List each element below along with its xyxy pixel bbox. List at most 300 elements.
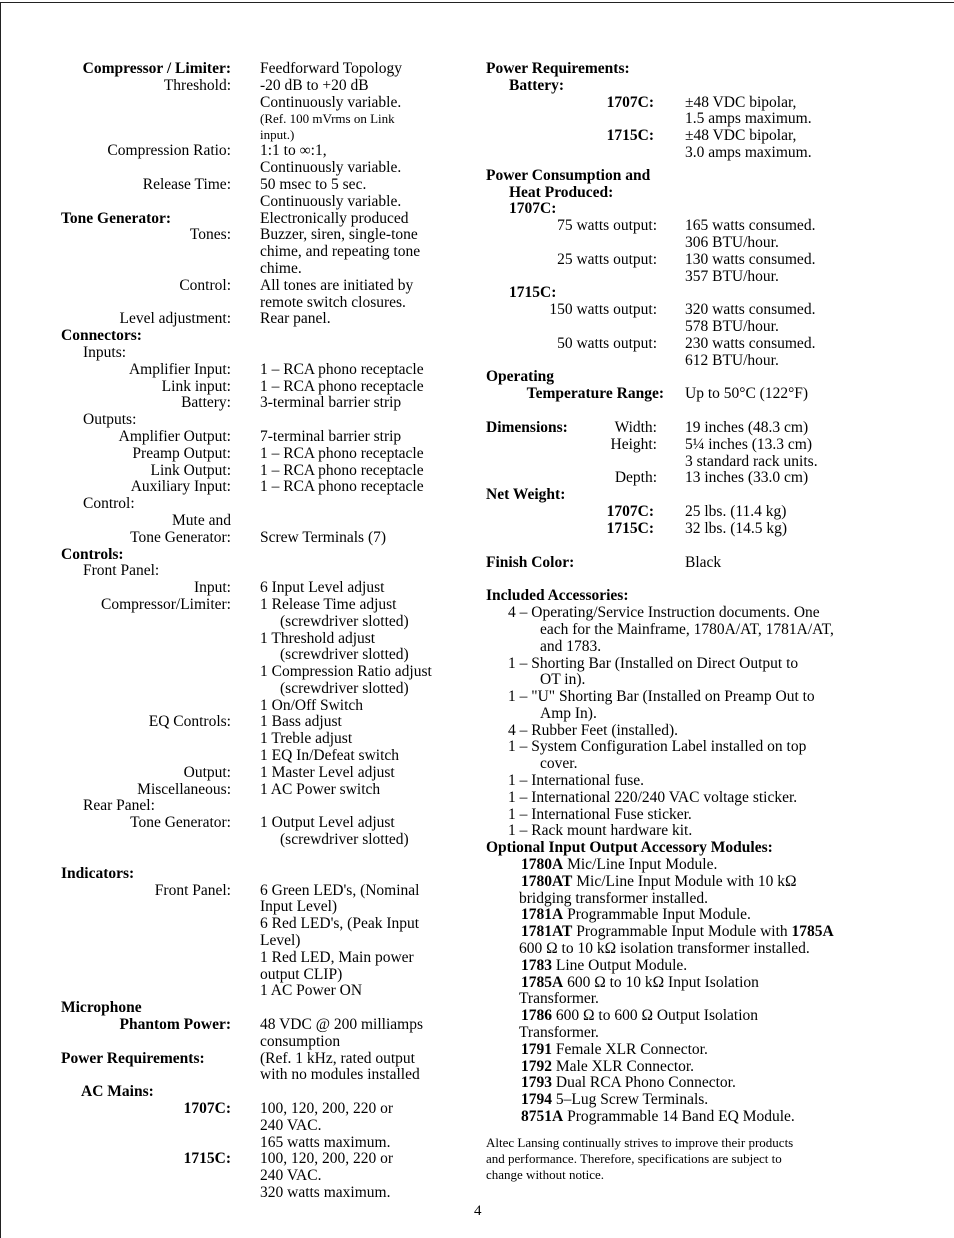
- spec-value: Continuously variable.: [260, 159, 402, 177]
- spec-value: 1 – RCA phono receptacle: [260, 360, 424, 378]
- spec-label: Amplifier Output:: [118, 427, 231, 445]
- right-spec-column: [486, 61, 886, 1183]
- spec-label: Tones:: [189, 226, 231, 244]
- spec-label: Auxiliary Input:: [130, 478, 231, 496]
- module-line: [486, 991, 886, 1008]
- module-code: 1794: [521, 1091, 552, 1109]
- spec-value: 165 watts consumed.: [685, 217, 816, 235]
- module-line: [486, 1008, 886, 1025]
- spec-row: [61, 328, 461, 345]
- page-number: 4: [474, 1203, 482, 1219]
- spec-value: (Ref. 100 mVrms on Link: [260, 111, 395, 127]
- spec-label: 1715C:: [606, 519, 654, 537]
- spec-value: Continuously variable.: [260, 192, 402, 210]
- module-line: [486, 1042, 886, 1059]
- spec-values: [685, 386, 886, 403]
- spec-label: Power Requirements:: [61, 1049, 205, 1067]
- spec-row: [61, 1000, 461, 1017]
- spec-value: Screw Terminals (7): [260, 528, 387, 546]
- spec-label: Phantom Power:: [119, 1016, 231, 1034]
- module-line: [486, 857, 886, 874]
- accessory-item: [486, 790, 886, 807]
- accessory-text: International fuse.: [531, 772, 645, 790]
- spec-values: [260, 479, 461, 496]
- spec-values: [260, 782, 461, 799]
- spec-value: 240 VAC.: [260, 1116, 322, 1134]
- spec-row: [61, 1051, 461, 1085]
- accessory-dash: –: [515, 738, 532, 756]
- spec-row: [61, 547, 461, 564]
- spec-row: [61, 379, 461, 396]
- spec-value: 1.5 amps maximum.: [685, 110, 812, 128]
- spec-value: 1:1 to ∞:1,: [260, 142, 327, 160]
- heat-produced-title: Heat Produced:: [509, 183, 614, 201]
- spec-label: Link Output:: [150, 461, 231, 479]
- spec-label: Height:: [610, 435, 657, 453]
- spec-row: [486, 420, 886, 437]
- spec-value: 6 Green LED's, (Nominal: [260, 881, 420, 899]
- spec-row: [61, 496, 461, 513]
- module-desc: Female XLR Connector.: [555, 1040, 708, 1058]
- spec-value: consumption: [260, 1032, 341, 1050]
- accessory-text: International 220/240 VAC voltage sticker.: [531, 788, 798, 806]
- spec-values: [260, 530, 461, 547]
- spec-row: [61, 866, 461, 883]
- spec-values: [260, 111, 461, 143]
- spec-value: 612 BTU/hour.: [685, 351, 779, 369]
- spec-value: 6 Input Level adjust: [260, 579, 385, 597]
- spec-row: [486, 504, 886, 521]
- spec-row: [61, 580, 461, 597]
- spec-label: Input:: [193, 579, 231, 597]
- spec-value: Buzzer, siren, single-tone: [260, 226, 418, 244]
- spec-values: [260, 177, 461, 211]
- spec-value: 19 inches (48.3 cm): [685, 418, 809, 436]
- spec-value: 1 – RCA phono receptacle: [260, 377, 424, 395]
- spec-values: [260, 61, 461, 78]
- spec-row: [61, 362, 461, 379]
- model-1715c: 1715C:: [509, 284, 557, 302]
- model-1707c: 1707C:: [509, 200, 557, 218]
- module-line: [486, 924, 886, 941]
- spec-label: Front Panel:: [154, 881, 231, 899]
- spec-label: 1707C:: [183, 1100, 231, 1118]
- accessory-text: Operating/Service Instruction documents. One: [531, 604, 820, 622]
- spec-value: 1 Release Time adjust: [260, 595, 397, 613]
- spec-value: with no modules installed: [260, 1066, 420, 1084]
- module-desc: Dual RCA Phono Connector.: [555, 1074, 736, 1092]
- spec-label: Output:: [183, 763, 231, 781]
- spec-value: remote switch closures.: [260, 293, 406, 311]
- spec-values: [260, 211, 461, 228]
- spec-value: ±48 VDC bipolar,: [685, 93, 797, 111]
- spec-value: 13 inches (33.0 cm): [685, 469, 809, 487]
- spec-values: [260, 1151, 461, 1201]
- spec-label: Width:: [614, 418, 657, 436]
- spec-value: 48 VDC @ 200 milliamps: [260, 1016, 423, 1034]
- spec-value: -20 dB to +20 dB: [260, 76, 369, 94]
- accessory-qty: 1: [508, 738, 516, 756]
- spec-label: Controls:: [61, 545, 124, 563]
- accessory-qty: 4: [508, 721, 516, 739]
- accessory-qty: 1: [508, 772, 516, 790]
- accessory-qty: 1: [508, 822, 516, 840]
- spec-value: 357 BTU/hour.: [685, 267, 779, 285]
- spec-value: 5¼ inches (13.3 cm): [685, 435, 812, 453]
- spec-label: Compressor / Limiter:: [82, 60, 231, 77]
- spec-values: [260, 278, 461, 312]
- operating-label: Operating: [486, 368, 555, 386]
- spec-label: Level adjustment:: [119, 310, 231, 328]
- spec-values: [260, 1101, 461, 1151]
- spacer: [486, 571, 886, 588]
- spacer: [486, 1126, 886, 1135]
- module-desc: 600 Ω to 10 kΩ Input Isolation: [567, 973, 759, 991]
- spacer: [486, 403, 886, 420]
- spec-label: Tone Generator:: [130, 528, 231, 546]
- spec-values: [260, 429, 461, 446]
- module-desc: Programmable Input Module with: [576, 923, 788, 941]
- accessory-line: [486, 706, 886, 723]
- spec-values: [685, 128, 886, 162]
- spec-values: [260, 597, 461, 715]
- accessory-text: and 1783.: [540, 637, 602, 655]
- accessory-line: [486, 689, 886, 706]
- accessory-text: Rubber Feet (installed).: [531, 721, 679, 739]
- accessory-line: [486, 823, 886, 840]
- module-code: 1793: [521, 1074, 552, 1092]
- spec-label: Threshold:: [163, 76, 231, 94]
- spec-values: [685, 470, 886, 487]
- spec-label: Miscellaneous:: [137, 780, 231, 798]
- spec-row: [61, 446, 461, 463]
- accessory-item: [486, 773, 886, 790]
- spec-value: (Ref. 1 kHz, rated output: [260, 1049, 415, 1067]
- module-line: [486, 958, 886, 975]
- spec-value: 1 AC Power ON: [260, 982, 363, 1000]
- spec-value: (screwdriver slotted): [280, 612, 409, 630]
- spec-value: 6 Red LED's, (Peak Input: [260, 915, 420, 933]
- spec-value: 1 – RCA phono receptacle: [260, 478, 424, 496]
- spec-values: [260, 815, 461, 849]
- disclaimer-note: Altec Lansing continually strives to improve their products: [486, 1134, 794, 1150]
- accessory-qty: 1: [508, 805, 516, 823]
- spec-label: Tone Generator:: [130, 814, 231, 832]
- accessory-qty: 1: [508, 688, 516, 706]
- spec-row: [486, 386, 886, 403]
- module-desc: Line Output Module.: [555, 956, 688, 974]
- spec-row: [61, 227, 461, 277]
- module-desc: Programmable 14 Band EQ Module.: [567, 1108, 795, 1126]
- spec-values: [260, 1051, 461, 1085]
- spec-values: [260, 227, 461, 277]
- accessory-line: [486, 790, 886, 807]
- spec-value: 320 watts maximum.: [260, 1184, 391, 1201]
- module-desc: 600 Ω to 10 kΩ isolation transformer installed.: [519, 940, 810, 958]
- spec-label: Front Panel:: [83, 562, 160, 580]
- accessory-text: International Fuse sticker.: [531, 805, 692, 823]
- spec-value: 1 Red LED, Main power: [260, 948, 414, 966]
- accessory-qty: 1: [508, 788, 516, 806]
- spec-row: [486, 302, 886, 336]
- spec-values: [260, 765, 461, 782]
- spec-label: 1707C:: [606, 93, 654, 111]
- module-line: [486, 941, 886, 958]
- net-weight-label: Net Weight:: [486, 486, 566, 504]
- spec-value: 230 watts consumed.: [685, 334, 816, 352]
- spec-values: [260, 143, 461, 177]
- module-code: 1780AT: [521, 872, 573, 890]
- disclaimer-note: and performance. Therefore, specifications are subject to: [486, 1150, 782, 1166]
- module-desc: 600 Ω to 600 Ω Output Isolation: [555, 1007, 759, 1025]
- module-line: [486, 1025, 886, 1042]
- spec-row: [486, 470, 886, 487]
- accessory-dash: –: [515, 721, 532, 739]
- spec-label: 1715C:: [183, 1150, 231, 1168]
- spec-value: Feedforward Topology: [260, 60, 402, 77]
- spec-label: Release Time:: [142, 175, 231, 193]
- spec-values: [685, 336, 886, 370]
- accessory-text: OT in).: [540, 671, 586, 689]
- accessory-item: [486, 723, 886, 740]
- accessory-text: System Configuration Label installed on top: [531, 738, 807, 756]
- module-code: 1780A: [521, 856, 564, 874]
- spec-label: 1707C:: [606, 502, 654, 520]
- spec-row: [61, 798, 461, 815]
- spec-values: [685, 521, 886, 538]
- spec-label: 25 watts output:: [557, 250, 657, 268]
- spec-label: Temperature Range:: [526, 385, 664, 403]
- spec-values: [260, 362, 461, 379]
- accessory-line: [486, 756, 886, 773]
- spec-row: [486, 128, 886, 162]
- module-desc: Programmable Input Module.: [567, 906, 751, 924]
- accessory-line: [486, 656, 886, 673]
- spec-value: input.): [260, 127, 295, 143]
- top-border: [0, 2, 954, 3]
- spec-row: [61, 883, 461, 1001]
- accessory-dash: –: [515, 654, 532, 672]
- spec-value: (screwdriver slotted): [280, 646, 409, 664]
- battery-label: Battery:: [509, 76, 565, 94]
- spec-row: [486, 218, 886, 252]
- spec-value: Rear panel.: [260, 310, 331, 328]
- spec-value: 3.0 amps maximum.: [685, 143, 812, 161]
- spec-value: Continuously variable.: [260, 93, 402, 111]
- module-desc: Transformer.: [519, 990, 599, 1008]
- spec-value: (screwdriver slotted): [280, 831, 409, 849]
- spec-values: [685, 218, 886, 252]
- spec-label: Battery:: [181, 394, 231, 412]
- spec-values: [260, 1017, 461, 1051]
- spec-label: Connectors:: [61, 327, 142, 345]
- spec-row: [61, 111, 461, 143]
- accessory-item: [486, 823, 886, 840]
- accessory-line: [486, 807, 886, 824]
- spec-values: [260, 395, 461, 412]
- spec-value: 1 Output Level adjust: [260, 814, 395, 832]
- accessory-dash: –: [515, 688, 532, 706]
- spec-value: 130 watts consumed.: [685, 250, 816, 268]
- spec-value: Black: [685, 553, 722, 571]
- accessory-item: [486, 689, 886, 723]
- spec-label: Amplifier Input:: [128, 360, 231, 378]
- spec-values: [260, 311, 461, 328]
- spec-value: 7-terminal barrier strip: [260, 427, 402, 445]
- spec-value: 1 Bass adjust: [260, 713, 342, 731]
- accessory-item: [486, 807, 886, 824]
- power-consumption-title: Power Consumption and: [486, 166, 651, 184]
- spec-row: [486, 555, 886, 572]
- accessory-line: [486, 672, 886, 689]
- spec-label: Outputs:: [83, 411, 137, 429]
- spec-values: [685, 95, 886, 129]
- spec-value: Input Level): [260, 898, 338, 916]
- module-desc: Male XLR Connector.: [555, 1057, 695, 1075]
- spec-label: 150 watts output:: [549, 301, 657, 319]
- spec-label: Preamp Output:: [132, 444, 231, 462]
- spec-row: [61, 815, 461, 849]
- accessory-dash: –: [515, 805, 532, 823]
- spec-row: [61, 782, 461, 799]
- module-line: [486, 891, 886, 908]
- spec-row: [61, 345, 461, 362]
- spec-row: [61, 211, 461, 228]
- spec-value: Level): [260, 932, 301, 950]
- accessory-text: "U" Shorting Bar (Installed on Preamp Out to: [531, 688, 815, 706]
- accessory-item: [486, 656, 886, 690]
- module-line: [486, 1092, 886, 1109]
- accessory-text: Shorting Bar (Installed on Direct Output to: [531, 654, 799, 672]
- accessory-item: [486, 605, 886, 655]
- spec-value: 50 msec to 5 sec.: [260, 175, 367, 193]
- spec-values: [260, 446, 461, 463]
- module-desc: Transformer.: [519, 1024, 599, 1042]
- spec-row: [61, 278, 461, 312]
- spec-label: 50 watts output:: [557, 334, 657, 352]
- spec-value: chime, and repeating tone: [260, 243, 421, 261]
- accessory-item: [486, 739, 886, 773]
- spec-value: (screwdriver slotted): [280, 679, 409, 697]
- spec-value: 100, 120, 200, 220 or: [260, 1150, 394, 1168]
- spec-value: 1 AC Power switch: [260, 780, 381, 798]
- spec-label: Rear Panel:: [83, 797, 155, 815]
- spec-label: Tone Generator:: [61, 209, 172, 227]
- module-code: 1786: [521, 1007, 552, 1025]
- spec-row: [61, 1084, 461, 1101]
- spec-row: [61, 61, 461, 78]
- accessory-line: [486, 639, 886, 656]
- accessory-line: [486, 723, 886, 740]
- module-code: 8751A: [521, 1108, 564, 1126]
- module-code: 1785A: [521, 973, 564, 991]
- spec-row: [61, 78, 461, 112]
- module-line: [486, 1075, 886, 1092]
- spec-row: [61, 1101, 461, 1151]
- spec-value: 578 BTU/hour.: [685, 317, 779, 335]
- power-requirements-title: Power Requirements:: [486, 60, 630, 77]
- spec-values: [260, 463, 461, 480]
- spec-value: 1 On/Off Switch: [260, 696, 364, 714]
- accessory-line: [486, 605, 886, 622]
- module-line: [486, 907, 886, 924]
- accessory-text: Amp In).: [540, 704, 597, 722]
- spec-values: [685, 504, 886, 521]
- spec-label: Mute and: [172, 511, 231, 529]
- spec-value: 3-terminal barrier strip: [260, 394, 402, 412]
- spec-value: Up to 50°C (122°F): [685, 385, 809, 403]
- accessory-line: [486, 622, 886, 639]
- module-code: 1781A: [521, 906, 564, 924]
- spec-row: [486, 336, 886, 370]
- spec-row: [61, 765, 461, 782]
- spec-label: Compression Ratio:: [107, 142, 231, 160]
- spec-row: [486, 252, 886, 286]
- spec-row: [61, 463, 461, 480]
- spec-row: [486, 437, 886, 471]
- dimensions-label: Dimensions:: [486, 418, 568, 436]
- spec-row: [61, 513, 461, 530]
- spec-value: Electronically produced: [260, 209, 409, 227]
- module-desc: bridging transformer installed.: [519, 889, 708, 907]
- accessory-text: Rack mount hardware kit.: [531, 822, 693, 840]
- spec-value: 32 lbs. (14.5 kg): [685, 519, 788, 537]
- accessory-dash: –: [515, 604, 532, 622]
- spec-label: Indicators:: [61, 864, 135, 882]
- left-border: [0, 2, 1, 1238]
- module-desc: Mic/Line Input Module.: [567, 856, 718, 874]
- spec-value: All tones are initiated by: [260, 276, 414, 294]
- spec-row: [61, 395, 461, 412]
- spec-value: 306 BTU/hour.: [685, 233, 779, 251]
- spec-values: [260, 78, 461, 112]
- spec-value: 1 – RCA phono receptacle: [260, 461, 424, 479]
- spec-label: Control:: [179, 276, 231, 294]
- module-code: 1791: [521, 1040, 552, 1058]
- spec-values: [685, 252, 886, 286]
- spec-row: [486, 95, 886, 129]
- spec-label: 75 watts output:: [557, 217, 657, 235]
- spec-label: AC Mains:: [81, 1083, 154, 1101]
- spec-value: 25 lbs. (11.4 kg): [685, 502, 787, 520]
- spec-row: [61, 177, 461, 211]
- spec-row: [486, 521, 886, 538]
- spec-value: 240 VAC.: [260, 1167, 322, 1185]
- optional-modules-title: Optional Input Output Accessory Modules:: [486, 839, 773, 857]
- spec-label: Depth:: [614, 469, 657, 487]
- included-accessories-title: Included Accessories:: [486, 587, 629, 605]
- spec-values: [260, 714, 461, 764]
- spec-row: [61, 311, 461, 328]
- spec-label: Compressor/Limiter:: [100, 595, 231, 613]
- spec-label: Link input:: [161, 377, 231, 395]
- module-code: 1783: [521, 956, 552, 974]
- spec-value: 165 watts maximum.: [260, 1133, 391, 1151]
- spec-row: [61, 563, 461, 580]
- module-desc: Mic/Line Input Module with 10 kΩ: [576, 872, 797, 890]
- accessory-dash: –: [515, 772, 532, 790]
- spec-value: 1 Compression Ratio adjust: [260, 663, 432, 681]
- spec-values: [260, 883, 461, 1001]
- spec-label: Inputs:: [83, 343, 127, 361]
- spec-values: [260, 580, 461, 597]
- spec-row: [61, 143, 461, 177]
- spec-row: [61, 714, 461, 764]
- spec-values: [260, 379, 461, 396]
- module-code: 1781AT: [521, 923, 573, 941]
- accessory-line: [486, 773, 886, 790]
- accessory-text: each for the Mainframe, 1780A/AT, 1781A/AT,: [540, 620, 834, 638]
